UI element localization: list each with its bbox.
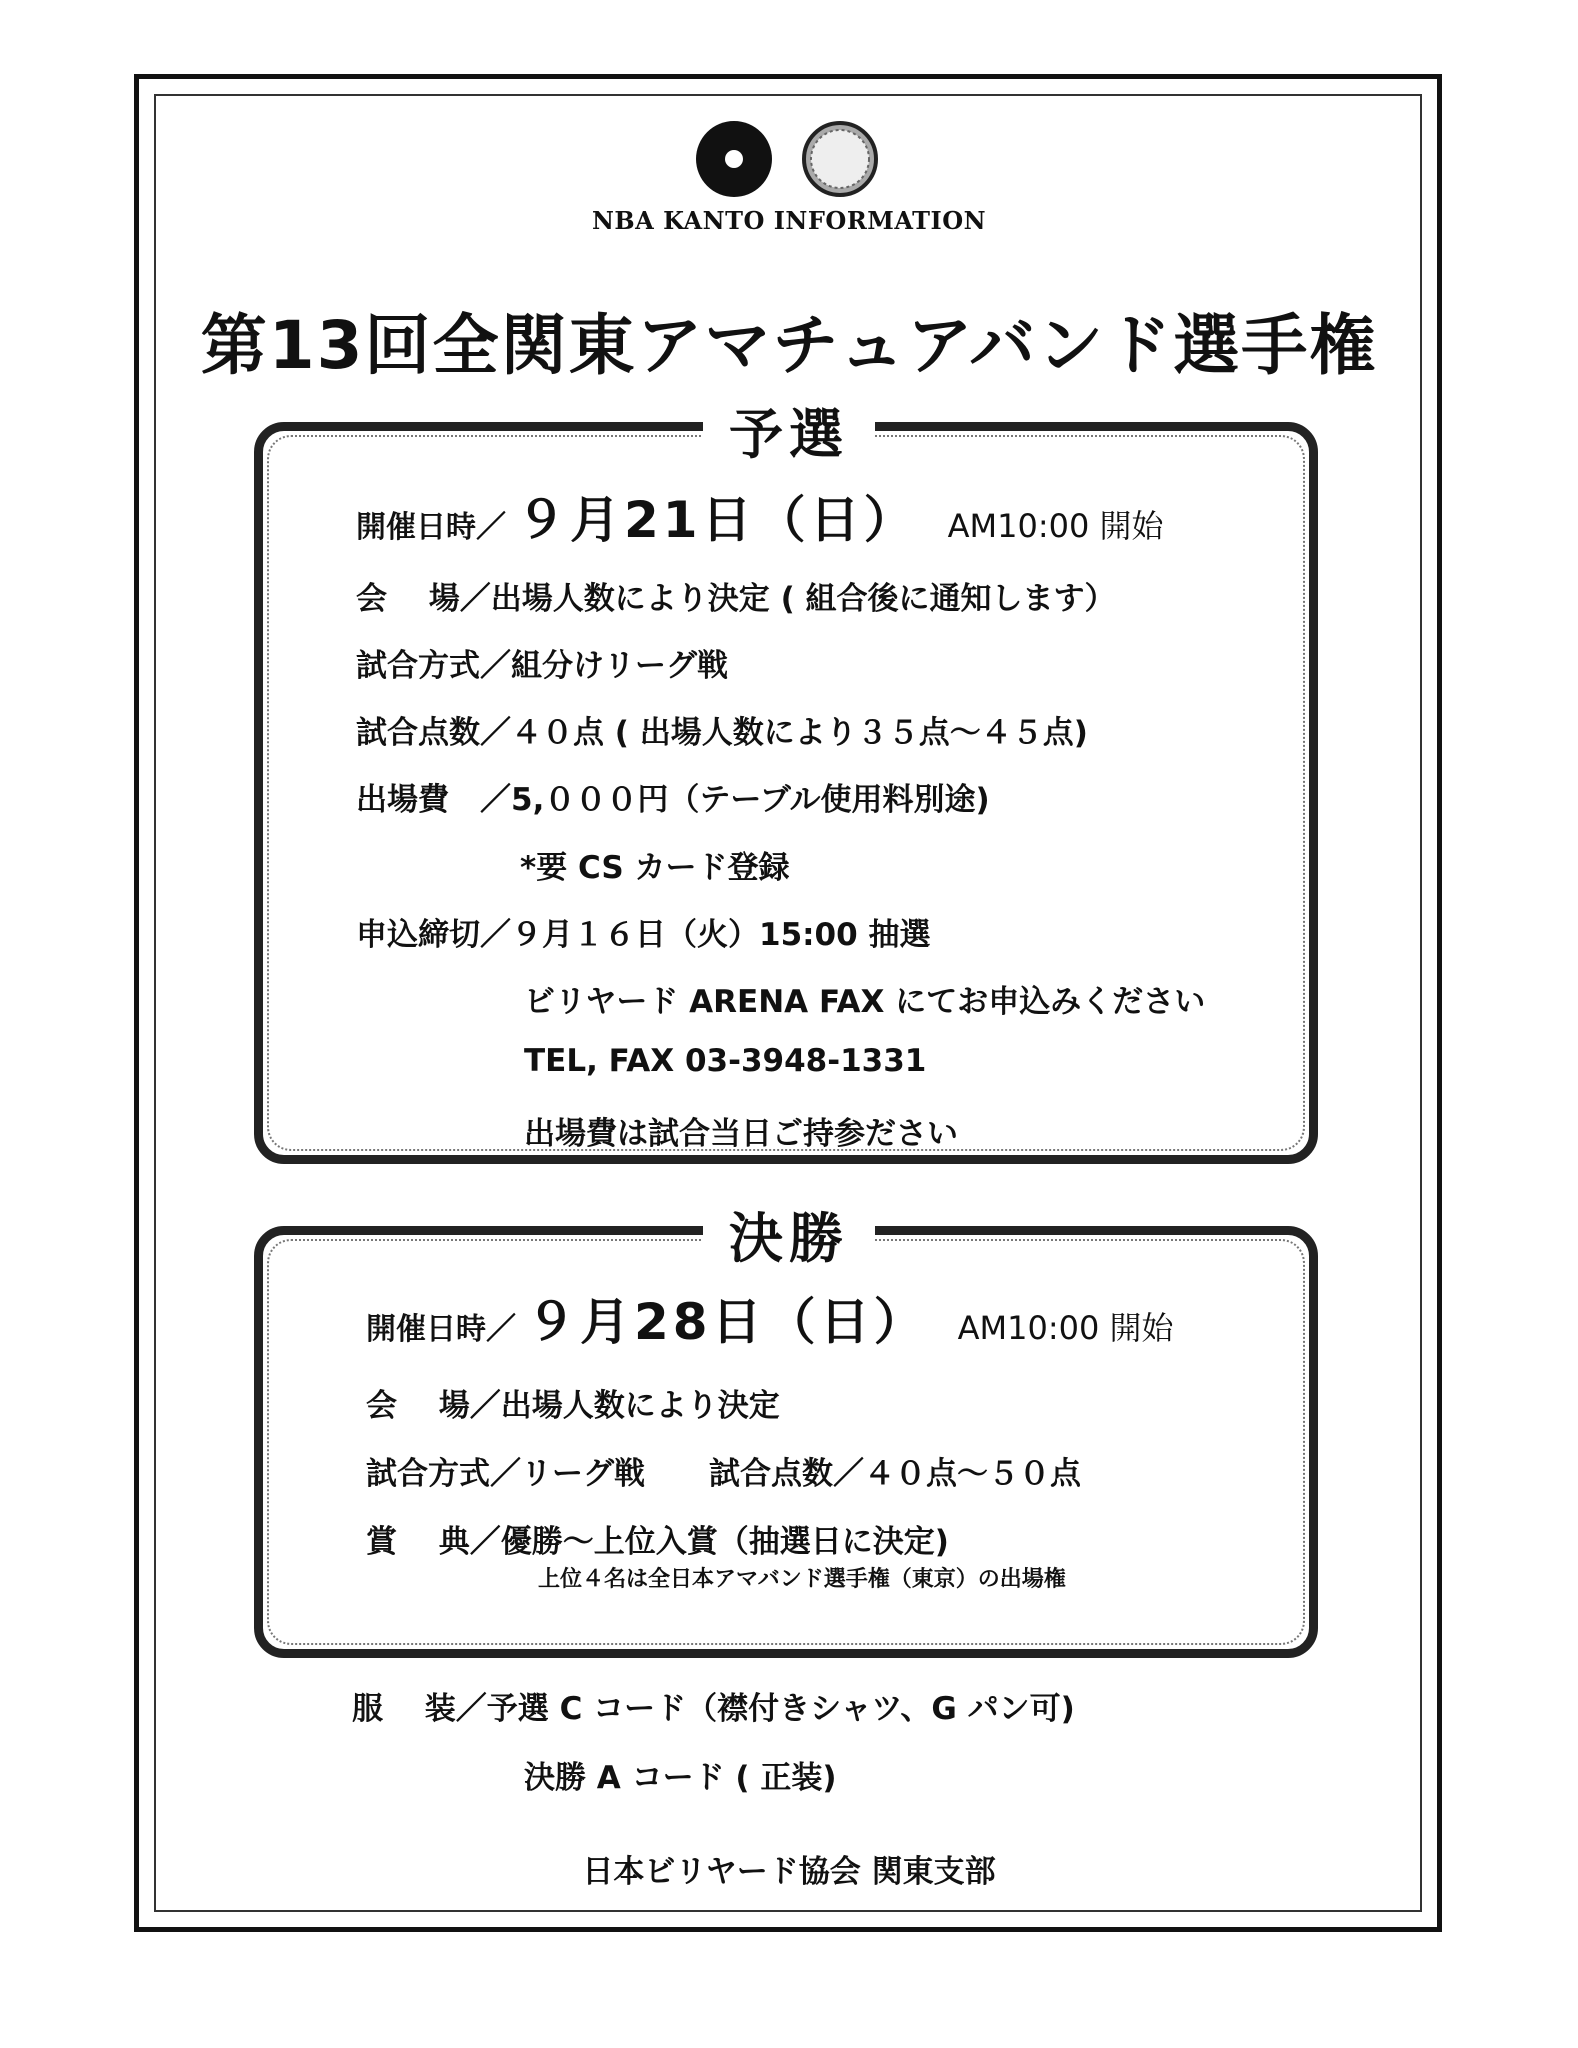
qualifier-points: 試合点数／４０点 ( 出場人数により３５点〜４５点) (356, 715, 1088, 751)
dress-line1: 服 装／予選 C コード（襟付きシャツ、G パン可) (352, 1691, 1075, 1727)
final-prize: 賞 典／優勝〜上位入賞（抽選日に決定) (366, 1524, 949, 1560)
qualifier-fee-pay: 出場費は試合当日ご持参ださい (524, 1116, 958, 1152)
qualifier-venue: 会 場／出場人数により決定 ( 組合後に通知します） (356, 581, 1116, 617)
final-points: 試合点数／４０点〜５０点 (709, 1456, 1081, 1492)
final-date-row (366, 1282, 1174, 1354)
main-title: 第13回全関東アマチュアバンド選手権 (200, 307, 1378, 384)
org-line: NBA KANTO INFORMATION (591, 206, 987, 235)
qualifier-fee-note: *要 CS カード登録 (520, 850, 790, 886)
qualifier-title (0, 392, 1578, 469)
final-format-row (366, 1448, 1081, 1493)
dress-line2: 決勝 A コード ( 正装) (524, 1760, 837, 1796)
final-time: AM10:00 開始 (957, 1309, 1174, 1347)
qualifier-date: ９月21日（日） (516, 491, 918, 549)
qualifier-title-text: 予選 (703, 403, 875, 466)
qualifier-time: AM10:00 開始 (947, 507, 1164, 545)
logo-circles-icon (694, 114, 884, 204)
qualifier-fee: 出場費 ／5,０００円（テーブル使用料別途) (356, 782, 990, 818)
final-title-text: 決勝 (703, 1207, 875, 1270)
final-date: ９月28日（日） (526, 1293, 928, 1351)
final-date-label: 開催日時／ (366, 1312, 516, 1347)
final-venue: 会 場／出場人数により決定 (366, 1388, 780, 1424)
footer-org: 日本ビリヤード協会 関東支部 (582, 1854, 996, 1890)
qualifier-date-row (356, 480, 1164, 552)
final-format: 試合方式／リーグ戦 (366, 1456, 645, 1492)
qualifier-date-label: 開催日時／ (356, 510, 506, 545)
final-title (0, 1196, 1578, 1273)
qualifier-deadline: 申込締切／９月１６日（火）15:00 抽選 (356, 917, 931, 953)
qualifier-apply-line: ビリヤード ARENA FAX にてお申込みください (524, 984, 1206, 1020)
qualifier-tel-line: TEL, FAX 03-3948-1331 (524, 1043, 927, 1079)
final-prize-note: 上位４名は全日本アマバンド選手権（東京）の出場権 (538, 1567, 1066, 1592)
qualifier-format: 試合方式／組分けリーグ戦 (356, 648, 728, 684)
